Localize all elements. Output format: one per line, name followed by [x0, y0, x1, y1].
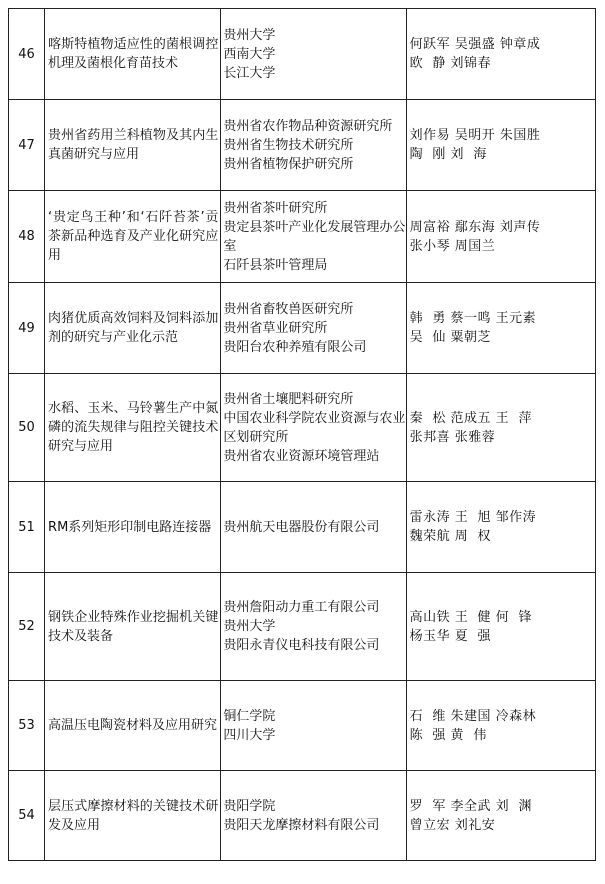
completing-people: 石 维 朱建国 冷森林 陈 强 黄 伟: [406, 681, 595, 771]
completing-units: 贵州省茶叶研究所 贵定县茶叶产业化发展管理办公室 石阡县茶叶管理局: [221, 191, 406, 283]
row-number: 47: [9, 100, 45, 191]
completing-people: 何跃军 吴强盛 钟章成 欧 静 刘锦春: [406, 9, 595, 100]
project-name: 钢铁企业特殊作业挖掘机关键技术及装备: [45, 573, 221, 681]
completing-people: 罗 军 李全武 刘 渊 曾立宏 刘礼安: [406, 771, 595, 861]
row-number: 49: [9, 283, 45, 374]
award-table: [8, 8, 596, 861]
row-number: 52: [9, 573, 45, 681]
completing-units: 贵州航天电器股份有限公司: [221, 482, 406, 573]
table-row: [9, 482, 596, 573]
completing-people: 周富裕 鄢东海 刘声传 张小琴 周国兰: [406, 191, 595, 283]
table-row: [9, 9, 596, 100]
table-row: [9, 771, 596, 861]
row-number: 48: [9, 191, 45, 283]
completing-people: 秦 松 范成五 王 萍 张邦喜 张雅蓉: [406, 374, 595, 482]
row-number: 54: [9, 771, 45, 861]
completing-units: 铜仁学院 四川大学: [221, 681, 406, 771]
row-number: 53: [9, 681, 45, 771]
project-name: 层压式摩擦材料的关键技术研发及应用: [45, 771, 221, 861]
completing-people: 高山铁 王 健 何 锋 杨玉华 夏 强: [406, 573, 595, 681]
completing-people: 刘作易 吴明开 朱国胜 陶 刚 刘 海: [406, 100, 595, 191]
project-name: ‘贵定鸟王种’和‘石阡苔茶’贡茶新品种选育及产业化研究应用: [45, 191, 221, 283]
completing-units: 贵州省农作物品种资源研究所 贵州省生物技术研究所 贵州省植物保护研究所: [221, 100, 406, 191]
project-name: 高温压电陶瓷材料及应用研究: [45, 681, 221, 771]
completing-people: 雷永涛 王 旭 邹作涛 魏荣航 周 权: [406, 482, 595, 573]
project-name: 喀斯特植物适应性的菌根调控机理及菌根化育苗技术: [45, 9, 221, 100]
row-number: 51: [9, 482, 45, 573]
project-name: RM系列矩形印制电路连接器: [45, 482, 221, 573]
project-name: 水稻、玉米、马铃薯生产中氮磷的流失规律与阻控关键技术研究与应用: [45, 374, 221, 482]
table-row: [9, 573, 596, 681]
row-number: 46: [9, 9, 45, 100]
table-row: [9, 283, 596, 374]
completing-units: 贵州省土壤肥料研究所 中国农业科学院农业资源与农业区划研究所 贵州省农业资源环境管理站: [221, 374, 406, 482]
table-row: [9, 100, 596, 191]
table-row: [9, 681, 596, 771]
completing-units: 贵州省畜牧兽医研究所 贵州省草业研究所 贵阳台农种养殖有限公司: [221, 283, 406, 374]
table-row: [9, 191, 596, 283]
project-name: 贵州省药用兰科植物及其内生真菌研究与应用: [45, 100, 221, 191]
project-name: 肉猪优质高效饲料及饲料添加剂的研究与产业化示范: [45, 283, 221, 374]
completing-units: 贵阳学院 贵阳天龙摩擦材料有限公司: [221, 771, 406, 861]
completing-units: 贵州詹阳动力重工有限公司 贵州大学 贵阳永青仪电科技有限公司: [221, 573, 406, 681]
row-number: 50: [9, 374, 45, 482]
completing-units: 贵州大学 西南大学 长江大学: [221, 9, 406, 100]
completing-people: 韩 勇 蔡一鸣 王元素 吴 仙 粟朝芝: [406, 283, 595, 374]
table-row: [9, 374, 596, 482]
